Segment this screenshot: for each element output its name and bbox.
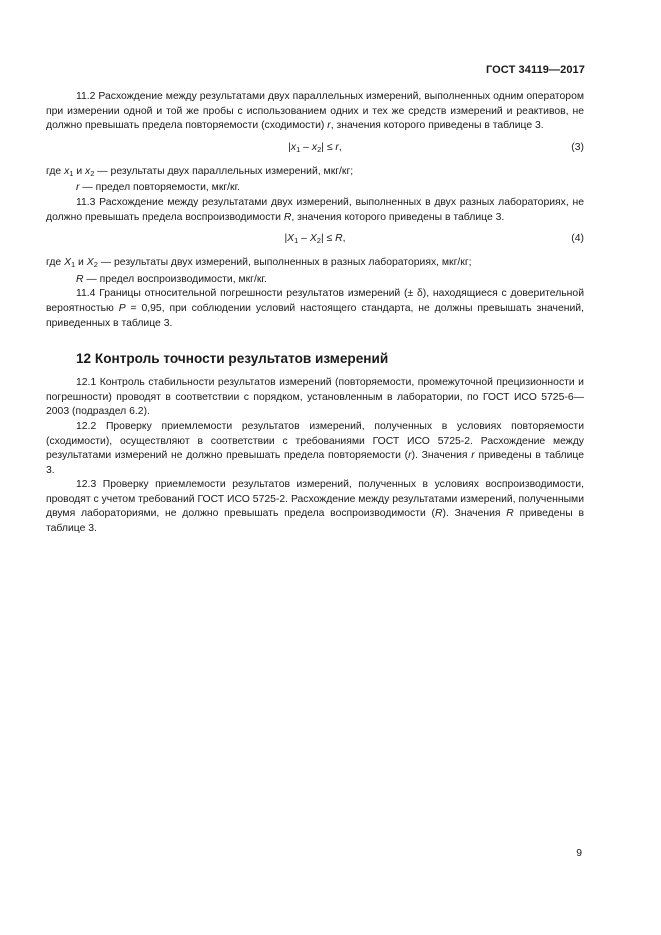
paragraph-11-3: 11.3 Расхождение между результатами двух измерений, выполненных в двух разных лабораториях, не должно превышать предела воспроизводимости R, значения которого приведены в таблице 3. (46, 196, 584, 223)
r-definition: r — предел повторяемости, мкг/кг. (76, 182, 240, 194)
page-number: 9 (576, 848, 582, 859)
formula-4-expression: |X1 – X2| ≤ R, (284, 233, 346, 246)
paragraph-11-2: 11.2 Расхождение между результатами двух параллельных измерений, выполненных одним оператором при измерении одной и той же пробы с использованием одних и тех же средств измерений и реактивов, не должно превышать предела повторяемости (сходимости) r, значения которого приведены в таблице 3. (46, 91, 584, 132)
paragraph-12-1: 12.1 Контроль стабильности результатов измерений (повторяемости, промежуточной прецизионности и погрешности) проводят в соответствии с порядком, установленным в лаборатории, по ГОСТ ИСО 5725-6—2003 (подраздел 6.2). (46, 377, 584, 418)
R-definition: R — предел воспроизводимости, мкг/кг. (76, 273, 267, 285)
where-clause-2: где X1 и X2 — результаты двух измерений, выполненных в разных лабораториях, мкг/кг; (46, 257, 472, 270)
page-content (46, 90, 584, 537)
formula-3-expression: |x1 – x2| ≤ r, (288, 141, 342, 154)
standard-designation: ГОСТ 34119—2017 (485, 64, 585, 76)
formula-3-number: (3) (571, 141, 584, 153)
paragraph-11-4: 11.4 Границы относительной погрешности результатов измерений (± δ), находящиеся с доверительной вероятностью P = 0,95, при соблюдении условий настоящего стандарта, не должны превышать значений, приведенных в таблице 3. (46, 288, 584, 329)
where-clause-1: где x1 и x2 — результаты двух параллельных измерений, мкг/кг; (46, 165, 354, 178)
paragraph-12-2: 12.2 Проверку приемлемости результатов измерений, полученных в условиях повторяемости (сходимости), осуществляют в соответствии с требованиями ГОСТ ИСО 5725-2. Расхождение между результатами измерений не должно превышать предела повторяемости (r). Значения r приведены в таблице 3. (46, 420, 584, 476)
formula-4 (46, 232, 584, 248)
section-12-heading: 12 Контроль точности результатов измерений (76, 351, 389, 367)
formula-3 (46, 141, 584, 157)
paragraph-12-3: 12.3 Проверку приемлемости результатов измерений, полученных в условиях воспроизводимости, проводят с учетом требований ГОСТ ИСО 5725-2. Расхождение между результатами измерений, полученными двумя лабораториями, не должно превышать предела воспроизводимости (R). Значения R приведены в таблице 3. (46, 479, 584, 535)
formula-4-number: (4) (571, 233, 584, 245)
